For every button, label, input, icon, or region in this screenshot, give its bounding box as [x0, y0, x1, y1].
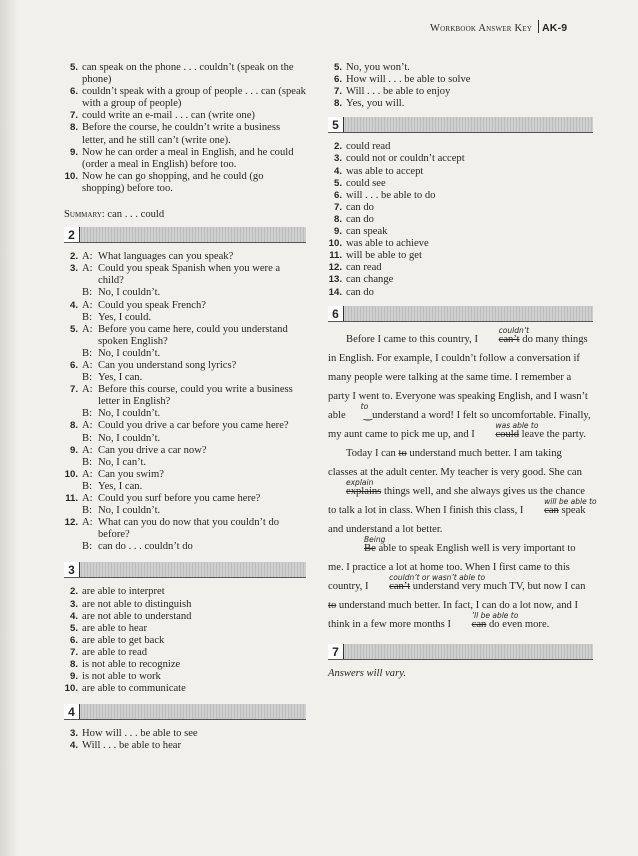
correction: to	[328, 599, 337, 611]
list-item: 3. could not or couldn’t accept	[333, 153, 465, 165]
list-item: 5. A: Before you came here, could you understand spoken English?	[69, 323, 288, 347]
list-item: 10. A: Can you swim?	[64, 468, 164, 480]
list-item: 7. could write an e-mail . . . can (write one)	[69, 110, 255, 122]
list-item: 4. are not able to understand	[69, 610, 192, 622]
list-item: 3. A: Could you speak Spanish when you were a child?	[69, 263, 281, 287]
correction: couldn’t can’t	[498, 325, 530, 345]
list-item: B: can do . . . couldn’t do	[82, 541, 193, 553]
page-number: AK-9	[542, 22, 568, 34]
section-header-7: 7	[328, 644, 593, 660]
exercise-5-list	[328, 141, 593, 298]
exercise-2-list	[64, 251, 306, 553]
list-item: 12. A: What can you do now that you couldn’t do before?	[64, 517, 280, 541]
list-item: B: No, I can’t.	[82, 456, 147, 468]
list-item: 10. are able to communicate	[64, 683, 186, 695]
section-header-4: 4	[64, 704, 306, 720]
exercise-3-list	[64, 586, 306, 695]
list-item: 8. is not able to recognize	[69, 659, 181, 671]
list-item: B: Yes, I could.	[82, 311, 152, 323]
page-edge-shadow	[0, 0, 18, 856]
correction: will be able to can	[544, 496, 597, 516]
list-item: 8. Before the course, he couldn’t write a business letter, and he still can’t (write one).	[69, 122, 281, 146]
list-item: 5. No, you won’t.	[333, 62, 410, 73]
list-item: 8. Yes, you will.	[333, 98, 405, 110]
list-item: 6. couldn’t speak with a group of people . . . can (speak with a group of people)	[69, 86, 306, 110]
list-item: 12. can read	[328, 262, 382, 274]
header-divider	[538, 20, 539, 33]
list-item: 9. can speak	[333, 226, 388, 238]
list-item: 11. will be able to get	[329, 250, 422, 262]
answers-will-vary: Answers will vary.	[328, 667, 406, 679]
list-item: 3. How will . . . be able to see	[69, 728, 198, 740]
list-item: 2. are able to interpret	[69, 586, 165, 598]
correction: to ‿	[360, 401, 373, 421]
section-header-2: 2	[64, 227, 306, 243]
list-item: 6. will . . . be able to do	[333, 189, 436, 201]
right-column	[328, 62, 597, 680]
summary-line: Summary: can . . . could	[64, 209, 165, 221]
list-item: B: No, I couldn’t.	[82, 287, 161, 299]
exercise-4-continued-list	[328, 62, 593, 110]
edited-paragraph-2: Today I can to understand much better. I am taking classes at the adult center. My teacher is very good. She can explain explains things well, and she always gives us the chance to talk a lot in class. When I finish this class, I will be able to can speak and understand a lot better.	[328, 447, 597, 535]
list-item: B: No, I couldn’t.	[82, 505, 161, 517]
list-item: 11. A: Could you surf before you came here?	[65, 493, 261, 504]
correction: Being Be	[364, 534, 386, 554]
list-item: 4. was able to accept	[333, 165, 424, 177]
section-header-3: 3	[64, 562, 306, 578]
section-header-6: 6	[328, 306, 593, 322]
list-item: 4. Will . . . be able to hear	[69, 740, 182, 752]
list-item: 13. can change	[328, 274, 394, 286]
correction: explain explains	[346, 477, 382, 497]
list-item: 10. Now he can go shopping, and he could (go shopping) before too.	[64, 170, 264, 194]
list-item: 7. A: Before this course, could you write a business letter in English?	[69, 384, 293, 408]
list-item: 9. is not able to work	[69, 671, 161, 683]
list-item: 5. can speak on the phone . . . couldn’t (speak on the phone)	[69, 62, 294, 86]
list-item: B: Yes, I can.	[82, 372, 143, 384]
list-item: 7. are able to read	[69, 646, 147, 658]
list-item: 3. are not able to distinguish	[69, 598, 192, 610]
correction: couldn’t or wasn’t able to can’t	[389, 572, 486, 592]
exercise-4-list	[64, 728, 306, 752]
list-item: 2. could read	[333, 141, 391, 153]
left-column	[64, 62, 306, 753]
section-header-5: 5	[328, 117, 593, 133]
list-item: 5. are able to hear	[69, 622, 147, 634]
list-item: 2. A: What languages can you speak?	[69, 251, 234, 263]
list-item: 8. can do	[333, 213, 374, 225]
header-title: Workbook Answer Key	[430, 23, 532, 34]
list-item: 6. How will . . . be able to solve	[333, 74, 471, 86]
list-item: 14. can do	[328, 286, 374, 298]
edited-paragraph-1: Before I came to this country, I couldn’t can’t do many things in English. For example, I couldn’t follow a conversation if many people were talking at the same time. I remember a party I went to. Everyone was speaking English, and I wasn’t able to ‿understand a word! I felt so uncomfortable. Finally, my aunt came to pick me up, and I was able to could leave the party.	[328, 330, 593, 444]
list-item: 10. was able to achieve	[328, 238, 429, 250]
correction: to	[398, 447, 407, 459]
correction: ’ll be able to can	[471, 610, 519, 630]
list-item: 6. A: Can you understand song lyrics?	[69, 359, 237, 371]
list-item: 9. A: Can you drive a car now?	[69, 444, 207, 456]
list-item: 7. Will . . . be able to enjoy	[333, 86, 451, 98]
list-item: B: No, I couldn’t.	[82, 347, 161, 359]
list-item: B: No, I couldn’t.	[82, 432, 161, 444]
edited-paragraph-3: Being Be able to speak English well is very important to me. I practice a lot at home too. When I first came to this country, I couldn’t or wasn’t able to can’t understand very much TV, but now I can to understand much better. In fact, I can do a lot now, and I think in a few more months I ’ll be able to can do even more.	[328, 539, 593, 634]
list-item: 9. Now he can order a meal in English, and he could (order a meal in English) before too.	[69, 146, 294, 170]
list-item: 4. A: Could you speak French?	[69, 299, 206, 311]
list-item: 6. are able to get back	[69, 634, 165, 646]
list-item: 5. could see	[333, 177, 386, 189]
running-header	[430, 20, 625, 34]
correction: was able to could	[495, 420, 539, 440]
list-item: 7. can do	[333, 201, 374, 213]
list-item: B: Yes, I can.	[82, 480, 143, 492]
list-item: B: No, I couldn’t.	[82, 408, 161, 420]
list-item: 8. A: Could you drive a car before you came here?	[69, 420, 289, 432]
